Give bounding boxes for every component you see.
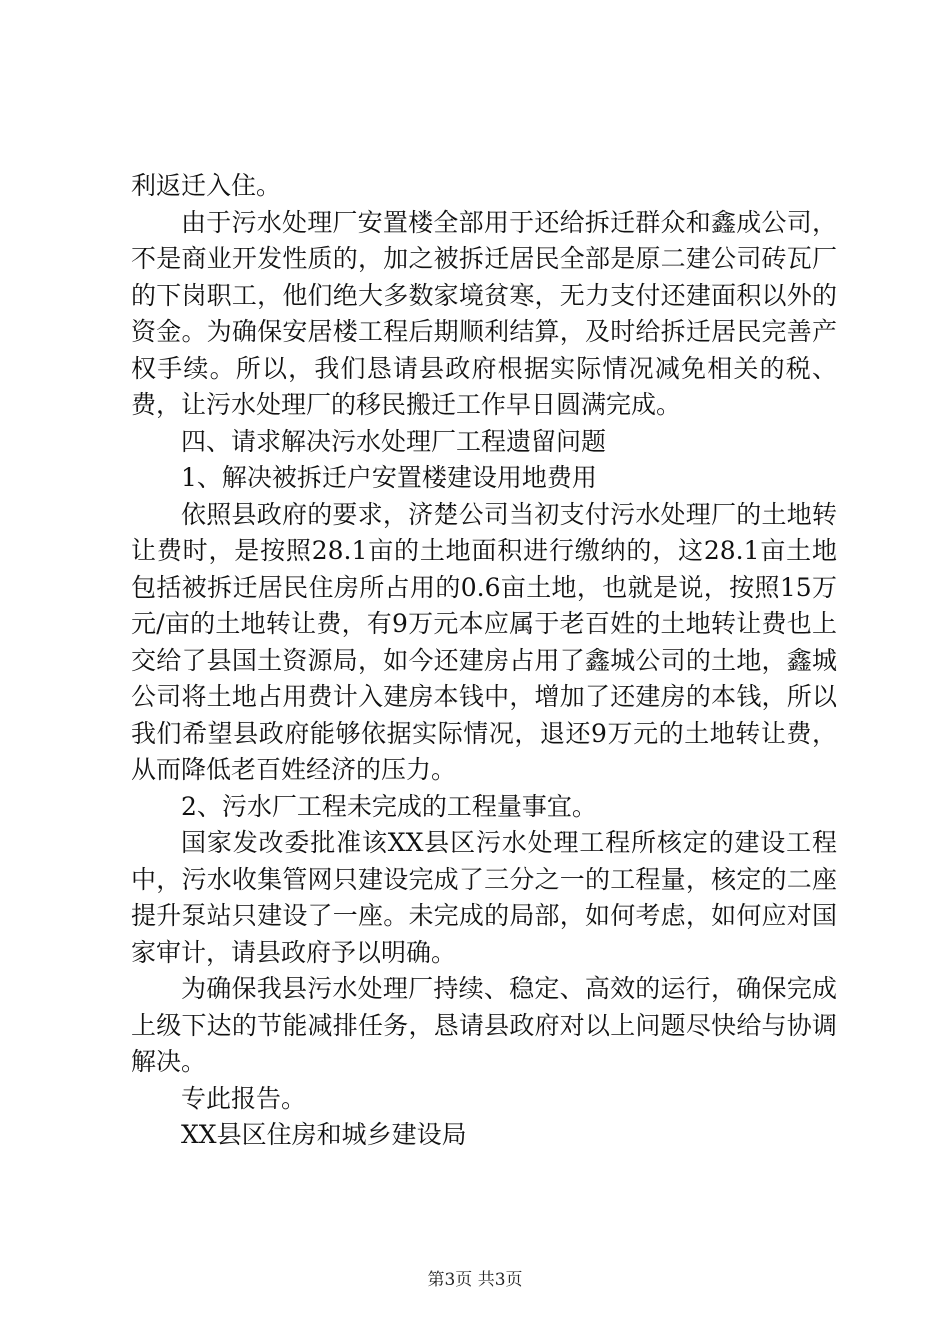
paragraph-land-transfer-fee: 依照县政府的要求，济楚公司当初支付污水处理厂的土地转让费时，是按照28.1亩的土地面积进行缴纳的，这28.1亩土地包括被拆迁居民住房所占用的0.6亩土地，也就是说，按照15万元/亩的土地转让费，有9万元本应属于老百姓的土地转让费也上交给了县国土资源局，如今还建房占用了鑫城公司的土地，鑫城公司将土地占用费计入建房本钱中，增加了还建房的本钱，所以我们希望县政府能够依据实际情况，退还9万元的土地转让费，从而降低老百姓经济的压力。 bbox=[131, 499, 837, 784]
document-body bbox=[131, 168, 837, 1154]
paragraph-relocation-funding: 由于污水处理厂安置楼全部用于还给拆迁群众和鑫成公司，不是商业开发性质的，加之被拆迁居民全部是原二建公司砖瓦厂的下岗职工，他们绝大多数家境贫寒，无力支付还建面积以外的资金。为确保安居楼工程后期顺利结算，及时给拆迁居民完善产权手续。所以，我们恳请县政府根据实际情况减免相关的税、费，让污水处理厂的移民搬迁工作早日圆满完成。 bbox=[131, 207, 837, 419]
section-heading-four: 四、请求解决污水处理厂工程遗留问题 bbox=[181, 426, 607, 456]
subheading-unfinished-work: 2、污水厂工程未完成的工程量事宜。 bbox=[181, 791, 597, 821]
paragraph-unfinished-work: 国家发改委批准该XX县区污水处理工程所核定的建设工程中，污水收集管网只建设完成了三分之一的工程量，核定的二座提升泵站只建设了一座。未完成的局部，如何考虑，如何应对国家审计，请县政府予以明确。 bbox=[131, 828, 837, 967]
closing-phrase: 专此报告。 bbox=[181, 1083, 307, 1113]
paragraph-closing-request: 为确保我县污水处理厂持续、稳定、高效的运行，确保完成上级下达的节能减排任务，恳请县政府对以上问题尽快给与协调解决。 bbox=[131, 974, 837, 1076]
page-footer: 第3页 共3页 bbox=[427, 1270, 523, 1290]
signature-organization: XX县区住房和城乡建设局 bbox=[181, 1120, 467, 1149]
subheading-land-fee: 1、解决被拆迁户安置楼建设用地费用 bbox=[181, 463, 597, 492]
paragraph-continuation: 利返迁入住。 bbox=[131, 171, 282, 200]
